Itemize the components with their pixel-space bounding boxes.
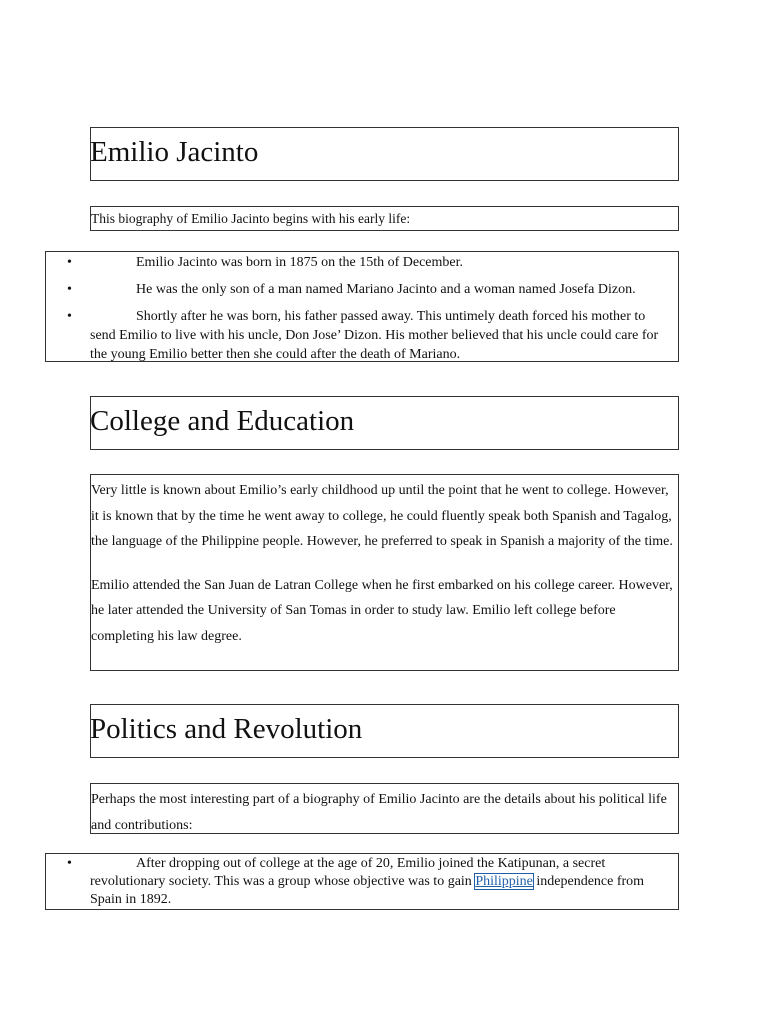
education-text-box xyxy=(90,474,679,671)
philippine-link[interactable]: Philippine xyxy=(475,874,533,889)
list-item xyxy=(46,307,678,364)
bullet-icon: • xyxy=(67,255,72,270)
politics-intro: Perhaps the most interesting part of a biography of Emilio Jacinto are the details about his political life and contributions: xyxy=(91,792,667,833)
politics-bullet-list xyxy=(46,855,678,909)
bullet-text: Shortly after he was born, his father passed away. This untimely death forced his mother to send Emilio to live with his uncle, Don Jose’ Dizon. His mother believed that his uncle could care for the young Emilio better then she could after the death of Mariano. xyxy=(90,309,659,362)
section-heading-politics xyxy=(90,704,679,758)
politics-bullet-box xyxy=(45,853,679,910)
education-heading: College and Education xyxy=(90,405,355,437)
page-title: Emilio Jacinto xyxy=(90,136,259,168)
bullet-icon: • xyxy=(67,856,72,871)
list-item xyxy=(46,855,678,909)
politics-heading: Politics and Revolution xyxy=(90,713,363,745)
politics-intro-box xyxy=(90,783,679,834)
early-life-bullet-box xyxy=(45,251,679,362)
education-paragraph-1: Very little is known about Emilio’s early childhood up until the point that he went to college. However, it is known that by the time he went away to college, he could fluently speak both Spanish and Tagalog, the language of the Philippine people. However, he preferred to speak in Spanish a majority of the time. xyxy=(91,483,673,549)
education-paragraph-2: Emilio attended the San Juan de Latran College when he first embarked on his college career. However, he later attended the University of San Tomas in order to study law. Emilio left college before completing his law degree. xyxy=(91,577,673,644)
early-life-intro-box xyxy=(90,206,679,231)
bullet-text-before-link: After dropping out of college at the age of 20, Emilio joined the Katipunan, a secret revolutionary society. This was a group whose objective was to gain xyxy=(90,856,606,889)
list-item xyxy=(46,280,678,299)
section-heading-early-life xyxy=(90,127,679,181)
bullet-text: Emilio Jacinto was born in 1875 on the 15th of December. xyxy=(136,255,463,270)
early-life-intro: This biography of Emilio Jacinto begins with his early life: xyxy=(91,211,411,226)
bullet-icon: • xyxy=(67,309,72,324)
section-heading-education xyxy=(90,396,679,450)
bullet-icon: • xyxy=(67,282,72,297)
early-life-bullet-list xyxy=(46,253,678,364)
bullet-text-after-link: independence from Spain in 1892. xyxy=(90,874,645,907)
bullet-text: He was the only son of a man named Mariano Jacinto and a woman named Josefa Dizon. xyxy=(136,282,636,297)
list-item xyxy=(46,253,678,272)
